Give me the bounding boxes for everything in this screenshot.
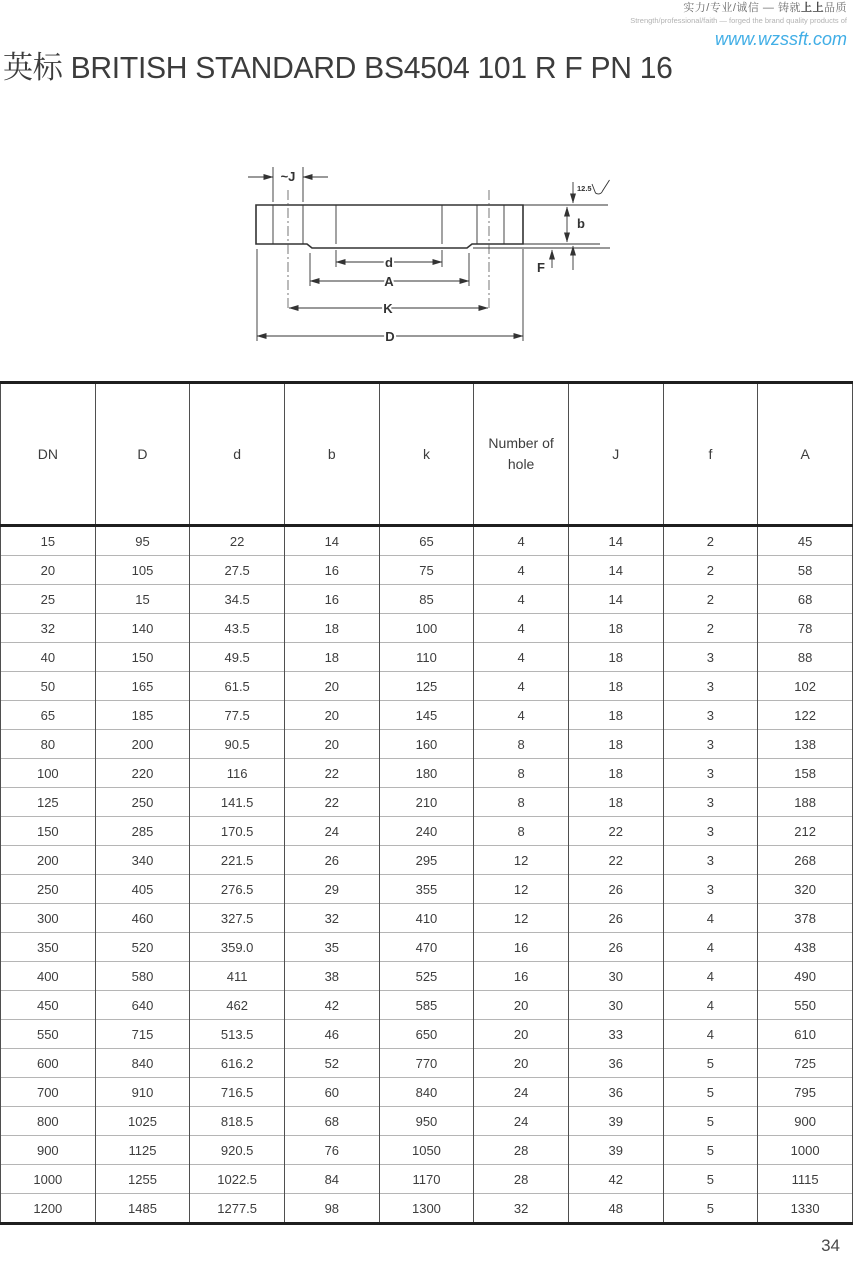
table-cell: 39 — [568, 1136, 663, 1165]
table-cell: 4 — [474, 556, 569, 585]
table-cell: 18 — [284, 643, 379, 672]
table-row — [1, 556, 853, 585]
table-cell: 220 — [95, 759, 190, 788]
table-cell: 340 — [95, 846, 190, 875]
table-cell: 327.5 — [190, 904, 285, 933]
table-cell: 76 — [284, 1136, 379, 1165]
table-cell: 411 — [190, 962, 285, 991]
table-cell: 5 — [663, 1078, 758, 1107]
table-cell: 1022.5 — [190, 1165, 285, 1194]
table-cell: 1485 — [95, 1194, 190, 1224]
table-cell: 170.5 — [190, 817, 285, 846]
table-cell: 3 — [663, 759, 758, 788]
table-cell: 580 — [95, 962, 190, 991]
table-cell: 300 — [1, 904, 96, 933]
table-cell: 22 — [284, 759, 379, 788]
table-cell: 5 — [663, 1136, 758, 1165]
table-row — [1, 701, 853, 730]
table-row — [1, 1136, 853, 1165]
table-cell: 77.5 — [190, 701, 285, 730]
roughness-value: 12.5 — [577, 184, 592, 193]
table-cell: 18 — [284, 614, 379, 643]
table-cell: 50 — [1, 672, 96, 701]
table-cell: 32 — [284, 904, 379, 933]
table-cell: 525 — [379, 962, 474, 991]
table-cell: 610 — [758, 1020, 853, 1049]
table-cell: 2 — [663, 526, 758, 556]
table-cell: 650 — [379, 1020, 474, 1049]
table-cell: 150 — [95, 643, 190, 672]
table-cell: 14 — [568, 556, 663, 585]
flange-internal-lines — [273, 205, 504, 244]
table-cell: 3 — [663, 846, 758, 875]
table-cell: 26 — [568, 933, 663, 962]
table-cell: 640 — [95, 991, 190, 1020]
table-cell: 520 — [95, 933, 190, 962]
flange-drawing — [225, 150, 635, 365]
table-cell: 920.5 — [190, 1136, 285, 1165]
table-cell: 770 — [379, 1049, 474, 1078]
table-cell: 26 — [568, 875, 663, 904]
table-cell: 60 — [284, 1078, 379, 1107]
column-header: f — [663, 383, 758, 526]
column-header: A — [758, 383, 853, 526]
table-cell: 1000 — [758, 1136, 853, 1165]
table-cell: 4 — [474, 585, 569, 614]
table-row — [1, 1165, 853, 1194]
table-cell: 1170 — [379, 1165, 474, 1194]
table-cell: 250 — [95, 788, 190, 817]
table-cell: 5 — [663, 1165, 758, 1194]
table-cell: 125 — [379, 672, 474, 701]
table-cell: 212 — [758, 817, 853, 846]
table-cell: 1125 — [95, 1136, 190, 1165]
table-cell: 125 — [1, 788, 96, 817]
flange-cross-section — [225, 150, 635, 365]
table-cell: 276.5 — [190, 875, 285, 904]
table-cell: 18 — [568, 701, 663, 730]
table-row — [1, 933, 853, 962]
table-cell: 20 — [284, 730, 379, 759]
table-row — [1, 730, 853, 759]
dimension-label-d-outer: D — [385, 329, 395, 344]
table-cell: 42 — [284, 991, 379, 1020]
table-cell: 88 — [758, 643, 853, 672]
table-cell: 150 — [1, 817, 96, 846]
table-cell: 3 — [663, 643, 758, 672]
table-cell: 22 — [568, 846, 663, 875]
table-cell: 8 — [474, 730, 569, 759]
dimension-label-a: A — [384, 274, 394, 289]
table-cell: 800 — [1, 1107, 96, 1136]
table-cell: 600 — [1, 1049, 96, 1078]
table-row — [1, 759, 853, 788]
table-cell: 28 — [474, 1136, 569, 1165]
table-cell: 18 — [568, 730, 663, 759]
table-cell: 8 — [474, 817, 569, 846]
table-row — [1, 875, 853, 904]
table-cell: 4 — [474, 614, 569, 643]
column-header: DN — [1, 383, 96, 526]
table-cell: 1115 — [758, 1165, 853, 1194]
table-cell: 29 — [284, 875, 379, 904]
table-cell: 1330 — [758, 1194, 853, 1224]
table-cell: 36 — [568, 1078, 663, 1107]
table-cell: 43.5 — [190, 614, 285, 643]
table-cell: 8 — [474, 788, 569, 817]
page-number: 34 — [821, 1236, 840, 1255]
table-cell: 2 — [663, 585, 758, 614]
table-row — [1, 962, 853, 991]
table-row — [1, 1020, 853, 1049]
table-row — [1, 585, 853, 614]
table-cell: 3 — [663, 875, 758, 904]
table-row — [1, 1194, 853, 1224]
table-cell: 4 — [663, 933, 758, 962]
roughness-icon — [592, 180, 610, 194]
table-cell: 462 — [190, 991, 285, 1020]
table-cell: 49.5 — [190, 643, 285, 672]
table-cell: 102 — [758, 672, 853, 701]
table-cell: 68 — [284, 1107, 379, 1136]
table-cell: 30 — [568, 962, 663, 991]
table-cell: 715 — [95, 1020, 190, 1049]
table-cell: 1025 — [95, 1107, 190, 1136]
table-cell: 20 — [474, 1020, 569, 1049]
table-cell: 616.2 — [190, 1049, 285, 1078]
table-cell: 378 — [758, 904, 853, 933]
table-cell: 140 — [95, 614, 190, 643]
table-cell: 40 — [1, 643, 96, 672]
table-cell: 110 — [379, 643, 474, 672]
table-cell: 1000 — [1, 1165, 96, 1194]
table-cell: 550 — [758, 991, 853, 1020]
table-cell: 138 — [758, 730, 853, 759]
table-cell: 700 — [1, 1078, 96, 1107]
page-title: 英标 BRITISH STANDARD BS4504 101 R F PN 16 — [3, 50, 673, 85]
table-cell: 24 — [474, 1107, 569, 1136]
table-cell: 22 — [284, 788, 379, 817]
table-cell: 38 — [284, 962, 379, 991]
table-row — [1, 991, 853, 1020]
table-cell: 840 — [379, 1078, 474, 1107]
table-cell: 20 — [284, 672, 379, 701]
table-cell: 61.5 — [190, 672, 285, 701]
table-row — [1, 672, 853, 701]
table-cell: 840 — [95, 1049, 190, 1078]
table-cell: 210 — [379, 788, 474, 817]
table-header-row — [1, 383, 853, 526]
table-row — [1, 904, 853, 933]
table-cell: 100 — [379, 614, 474, 643]
table-cell: 410 — [379, 904, 474, 933]
table-cell: 36 — [568, 1049, 663, 1078]
table-cell: 3 — [663, 730, 758, 759]
table-cell: 45 — [758, 526, 853, 556]
table-row — [1, 1078, 853, 1107]
table-cell: 4 — [474, 526, 569, 556]
table-cell: 33 — [568, 1020, 663, 1049]
table-cell: 513.5 — [190, 1020, 285, 1049]
column-header: D — [95, 383, 190, 526]
table-cell: 188 — [758, 788, 853, 817]
table-cell: 85 — [379, 585, 474, 614]
table-cell: 268 — [758, 846, 853, 875]
dimension-table — [0, 381, 853, 1225]
table-cell: 46 — [284, 1020, 379, 1049]
column-header: k — [379, 383, 474, 526]
table-cell: 98 — [284, 1194, 379, 1224]
table-cell: 18 — [568, 672, 663, 701]
table-cell: 4 — [474, 643, 569, 672]
table-cell: 18 — [568, 759, 663, 788]
column-header: d — [190, 383, 285, 526]
table-cell: 18 — [568, 788, 663, 817]
table-head — [1, 383, 853, 526]
table-cell: 28 — [474, 1165, 569, 1194]
table-row — [1, 643, 853, 672]
table-cell: 34.5 — [190, 585, 285, 614]
table-cell: 141.5 — [190, 788, 285, 817]
table-cell: 12 — [474, 846, 569, 875]
table-cell: 1255 — [95, 1165, 190, 1194]
column-header: Number of hole — [474, 383, 569, 526]
table-cell: 250 — [1, 875, 96, 904]
table-cell: 12 — [474, 875, 569, 904]
brand-tagline-zh — [630, 2, 847, 16]
table-cell: 22 — [568, 817, 663, 846]
table-cell: 725 — [758, 1049, 853, 1078]
table-cell: 2 — [663, 614, 758, 643]
table-cell: 20 — [474, 1049, 569, 1078]
table-cell: 450 — [1, 991, 96, 1020]
dimension-label-b: b — [577, 216, 585, 231]
table-cell: 30 — [568, 991, 663, 1020]
table-cell: 90.5 — [190, 730, 285, 759]
table-row — [1, 788, 853, 817]
table-cell: 65 — [1, 701, 96, 730]
table-cell: 39 — [568, 1107, 663, 1136]
table-cell: 1277.5 — [190, 1194, 285, 1224]
table-cell: 75 — [379, 556, 474, 585]
table-row — [1, 1049, 853, 1078]
table-cell: 320 — [758, 875, 853, 904]
table-cell: 818.5 — [190, 1107, 285, 1136]
table-cell: 405 — [95, 875, 190, 904]
table-cell: 27.5 — [190, 556, 285, 585]
table-cell: 285 — [95, 817, 190, 846]
tagline-zh-post: 品质 — [824, 2, 847, 14]
table-cell: 80 — [1, 730, 96, 759]
table-cell: 105 — [95, 556, 190, 585]
table-cell: 200 — [95, 730, 190, 759]
table-cell: 84 — [284, 1165, 379, 1194]
table-cell: 400 — [1, 962, 96, 991]
table-cell: 35 — [284, 933, 379, 962]
table-cell: 5 — [663, 1049, 758, 1078]
table-cell: 716.5 — [190, 1078, 285, 1107]
table-row — [1, 526, 853, 556]
table-cell: 470 — [379, 933, 474, 962]
table-row — [1, 846, 853, 875]
table-cell: 295 — [379, 846, 474, 875]
table-cell: 3 — [663, 817, 758, 846]
table-cell: 160 — [379, 730, 474, 759]
table-cell: 550 — [1, 1020, 96, 1049]
table-cell: 950 — [379, 1107, 474, 1136]
table-cell: 25 — [1, 585, 96, 614]
table-cell: 1050 — [379, 1136, 474, 1165]
flange-outline — [256, 205, 523, 248]
table-cell: 14 — [568, 526, 663, 556]
table-row — [1, 1107, 853, 1136]
table-cell: 20 — [474, 991, 569, 1020]
dimension-label-f: F — [537, 260, 545, 275]
table-cell: 5 — [663, 1194, 758, 1224]
table-cell: 24 — [474, 1078, 569, 1107]
table-cell: 4 — [663, 1020, 758, 1049]
tagline-zh-bold: 上上 — [801, 2, 824, 14]
table-cell: 95 — [95, 526, 190, 556]
table-cell: 1200 — [1, 1194, 96, 1224]
table-cell: 145 — [379, 701, 474, 730]
dimension-label-j: ~J — [280, 169, 296, 184]
table-cell: 100 — [1, 759, 96, 788]
table-cell: 3 — [663, 672, 758, 701]
table-cell: 26 — [568, 904, 663, 933]
table-cell: 585 — [379, 991, 474, 1020]
table-cell: 4 — [663, 962, 758, 991]
table-cell: 490 — [758, 962, 853, 991]
table-cell: 14 — [284, 526, 379, 556]
table-cell: 900 — [758, 1107, 853, 1136]
table-cell: 32 — [474, 1194, 569, 1224]
table-cell: 185 — [95, 701, 190, 730]
table-cell: 4 — [663, 991, 758, 1020]
table-cell: 460 — [95, 904, 190, 933]
brand-tagline-en: Strength/professional/faith — forged the brand quality products of — [630, 15, 847, 25]
table-cell: 16 — [474, 933, 569, 962]
column-header: J — [568, 383, 663, 526]
table-cell: 795 — [758, 1078, 853, 1107]
table-cell: 3 — [663, 788, 758, 817]
table-cell: 16 — [284, 556, 379, 585]
table-cell: 180 — [379, 759, 474, 788]
table-cell: 8 — [474, 759, 569, 788]
table-cell: 1300 — [379, 1194, 474, 1224]
table-cell: 359.0 — [190, 933, 285, 962]
table-cell: 78 — [758, 614, 853, 643]
website-url: www.wzssft.com — [714, 29, 847, 50]
table-cell: 18 — [568, 643, 663, 672]
table-cell: 4 — [474, 672, 569, 701]
table-cell: 52 — [284, 1049, 379, 1078]
table-cell: 15 — [95, 585, 190, 614]
table-cell: 4 — [474, 701, 569, 730]
table-cell: 18 — [568, 614, 663, 643]
table-cell: 68 — [758, 585, 853, 614]
table-cell: 200 — [1, 846, 96, 875]
table-cell: 910 — [95, 1078, 190, 1107]
table-cell: 24 — [284, 817, 379, 846]
table-cell: 32 — [1, 614, 96, 643]
table-cell: 355 — [379, 875, 474, 904]
table-cell: 5 — [663, 1107, 758, 1136]
table-cell: 20 — [284, 701, 379, 730]
table-cell: 240 — [379, 817, 474, 846]
table-cell: 2 — [663, 556, 758, 585]
table-cell: 221.5 — [190, 846, 285, 875]
table-cell: 158 — [758, 759, 853, 788]
dimension-label-k: K — [383, 301, 393, 316]
table-cell: 4 — [663, 904, 758, 933]
table-cell: 65 — [379, 526, 474, 556]
table-cell: 900 — [1, 1136, 96, 1165]
table-cell: 16 — [474, 962, 569, 991]
table-cell: 3 — [663, 701, 758, 730]
table-cell: 22 — [190, 526, 285, 556]
table-cell: 42 — [568, 1165, 663, 1194]
table-cell: 165 — [95, 672, 190, 701]
table-cell: 14 — [568, 585, 663, 614]
table-cell: 438 — [758, 933, 853, 962]
column-header: b — [284, 383, 379, 526]
table-cell: 15 — [1, 526, 96, 556]
table-cell: 48 — [568, 1194, 663, 1224]
table-row — [1, 614, 853, 643]
dimension-label-d-inner: d — [385, 255, 393, 270]
table-cell: 350 — [1, 933, 96, 962]
table-row — [1, 817, 853, 846]
table-cell: 58 — [758, 556, 853, 585]
table-cell: 26 — [284, 846, 379, 875]
table-cell: 20 — [1, 556, 96, 585]
table-cell: 16 — [284, 585, 379, 614]
tagline-zh-pre: 实力/专业/诚信 — 铸就 — [683, 2, 801, 14]
table-cell: 116 — [190, 759, 285, 788]
table-cell: 12 — [474, 904, 569, 933]
table-cell: 122 — [758, 701, 853, 730]
table-body — [1, 526, 853, 1224]
